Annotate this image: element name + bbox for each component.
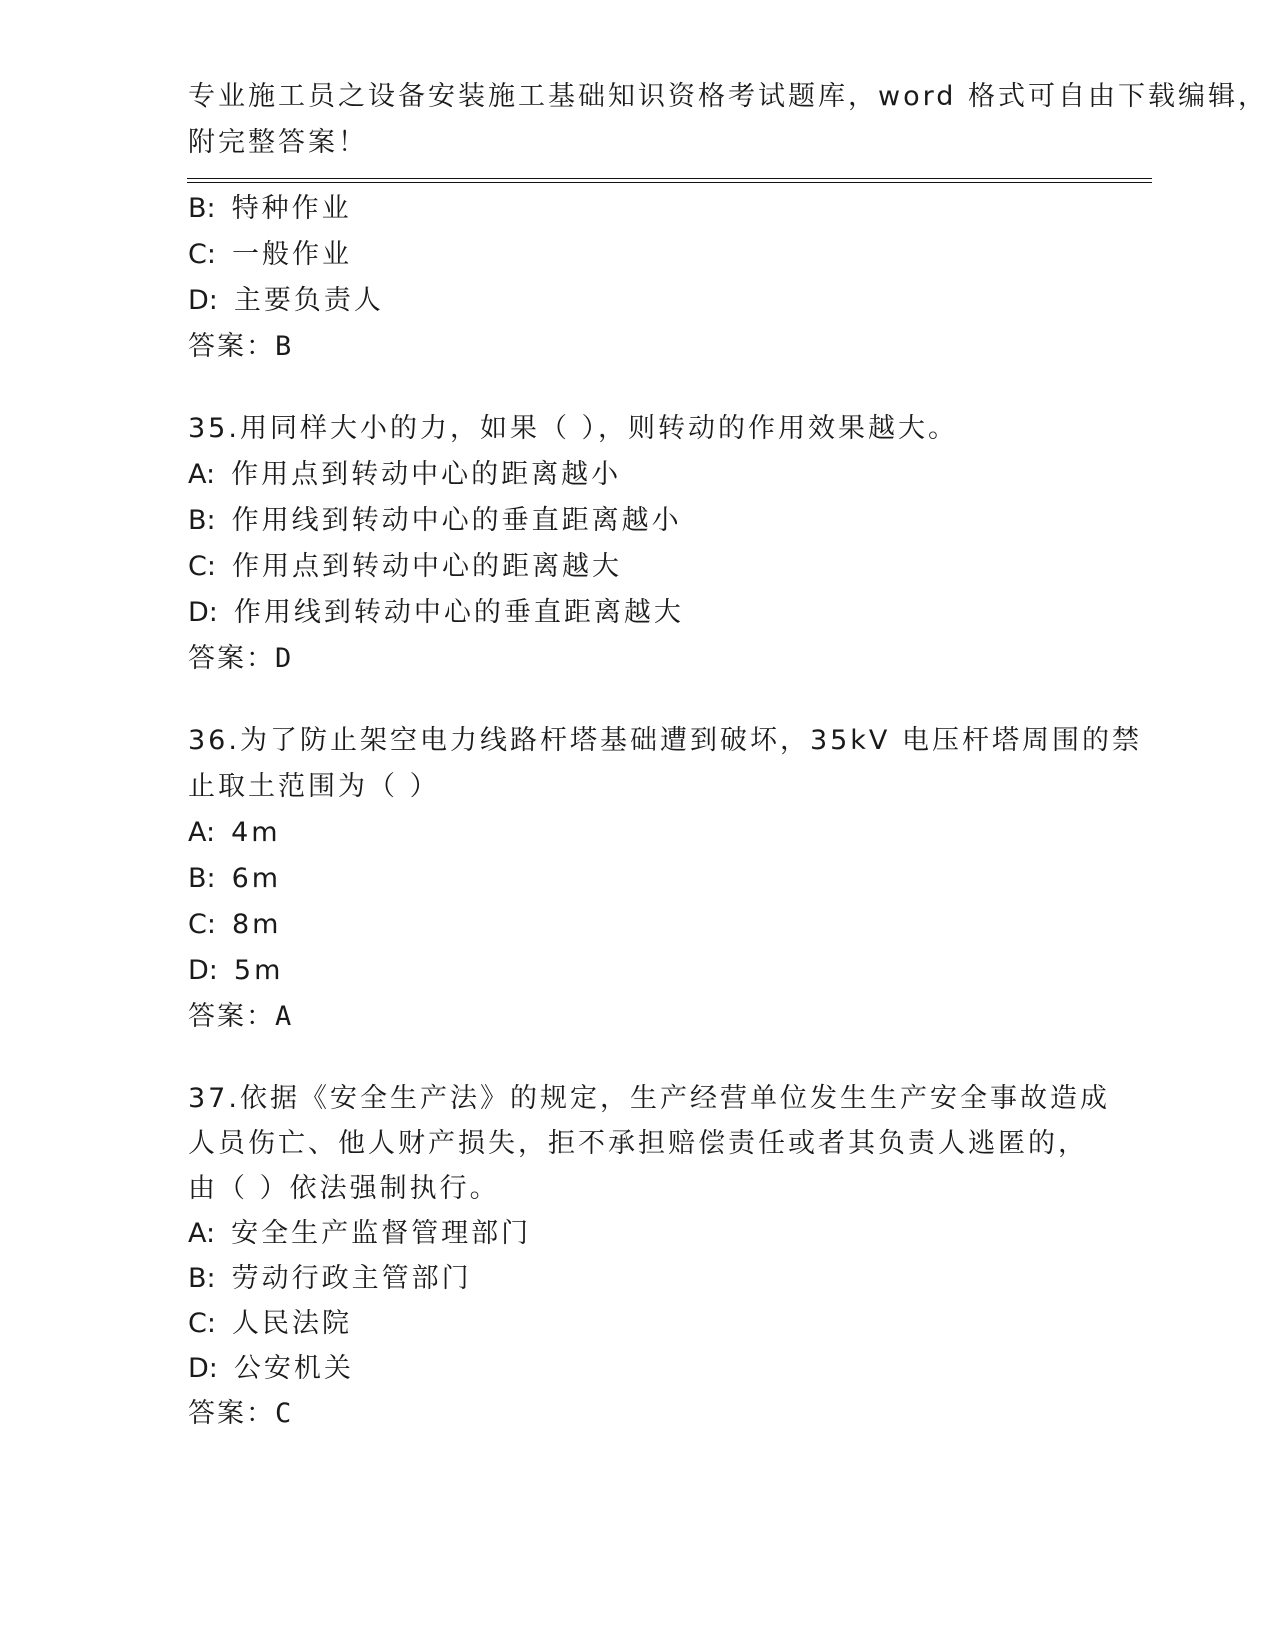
header-line-1: 专业施工员之设备安装施工基础知识资格考试题库，word 格式可自由下载编辑，: [188, 81, 1268, 112]
question-title-line-1: 36.为了防止架空电力线路杆塔基础遭到破坏，35kV 电压杆塔周围的禁: [188, 725, 1142, 756]
option-a: A: 4m: [188, 817, 281, 848]
option-d: D: 公安机关: [188, 1353, 354, 1384]
option-a: A: 作用点到转动中心的距离越小: [188, 459, 622, 490]
option-b: B: 6m: [188, 863, 282, 894]
document-header: [188, 74, 1268, 166]
question-36: [188, 718, 1142, 1040]
header-line-2: 附完整答案！: [188, 127, 368, 158]
answer: 答案：C: [188, 1398, 294, 1429]
option-b: B: 作用线到转动中心的垂直距离越小: [188, 505, 682, 536]
question-37: [188, 1076, 1110, 1436]
option-b: B: 劳动行政主管部门: [188, 1263, 472, 1294]
divider-line-top: [187, 178, 1152, 179]
answer: 答案：A: [188, 1001, 294, 1032]
option-b: B: 特种作业: [188, 193, 352, 224]
question-title-line-1: 37.依据《安全生产法》的规定，生产经营单位发生生产安全事故造成: [188, 1083, 1110, 1114]
answer: 答案：D: [188, 643, 294, 674]
option-a: A: 安全生产监督管理部门: [188, 1218, 532, 1249]
document-body: [188, 186, 1142, 1436]
option-c: C: 一般作业: [188, 239, 352, 270]
question-title-line-2: 人员伤亡、他人财产损失，拒不承担赔偿责任或者其负责人逃匿的，: [188, 1128, 1088, 1159]
question-title-line-3: 由（ ）依法强制执行。: [188, 1173, 500, 1204]
option-c: C: 8m: [188, 909, 282, 940]
divider-line-bottom: [187, 182, 1152, 183]
option-d: D: 5m: [188, 955, 284, 986]
option-c: C: 作用点到转动中心的距离越大: [188, 551, 622, 582]
option-d: D: 作用线到转动中心的垂直距离越大: [188, 597, 684, 628]
answer: 答案：B: [188, 331, 294, 362]
question-title: 35.用同样大小的力，如果（ ），则转动的作用效果越大。: [188, 413, 959, 444]
question-35: [188, 406, 1088, 682]
question-34-continued: [188, 186, 1088, 370]
header-divider: [187, 178, 1152, 183]
option-c: C: 人民法院: [188, 1308, 352, 1339]
question-title-line-2: 止取土范围为（ ）: [188, 771, 440, 802]
option-d: D: 主要负责人: [188, 285, 384, 316]
